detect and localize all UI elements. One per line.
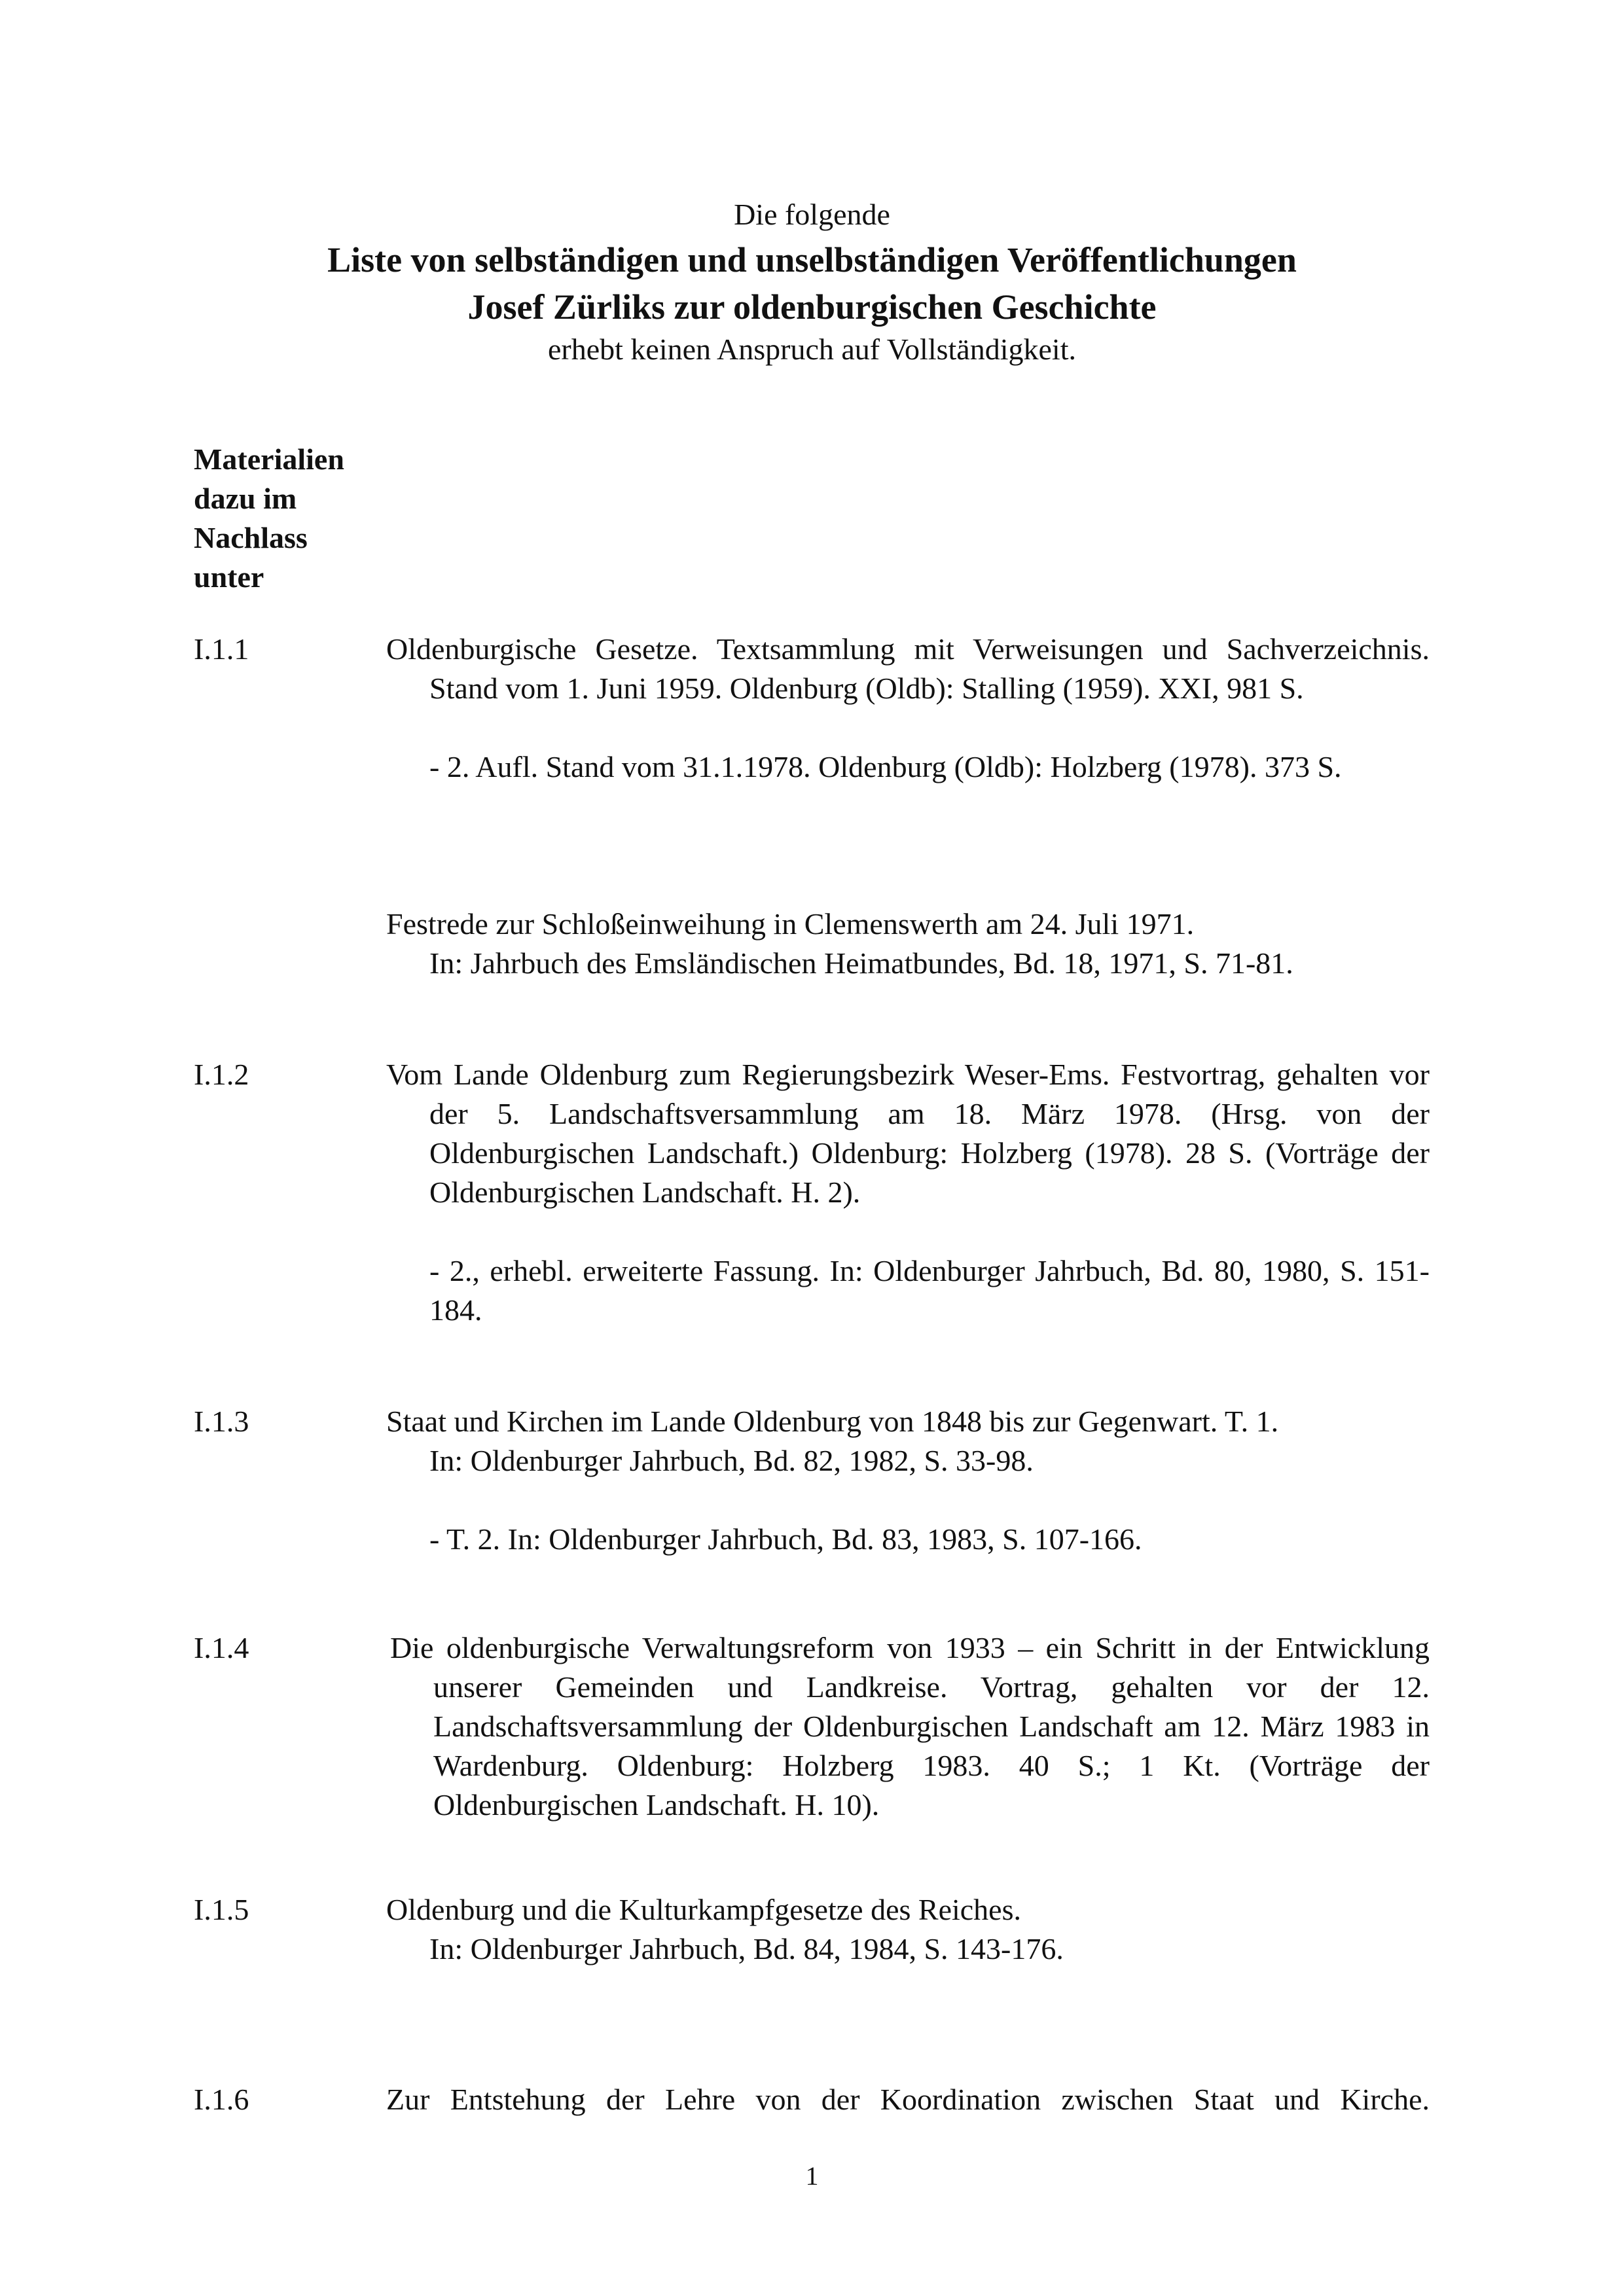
side-heading-line: unter: [194, 560, 264, 594]
side-heading-line: Nachlass: [194, 521, 308, 554]
entry-text: [386, 1402, 1430, 1559]
entry-text: [386, 630, 1430, 787]
page-number: 1: [805, 2161, 819, 2191]
entry-text: [386, 1055, 1430, 1330]
entry-text: [390, 1628, 1430, 1825]
entry-reference: I.1.4: [194, 1631, 249, 1664]
entry-reference: I.1.6: [194, 2083, 249, 2116]
document-title-line-2: Josef Zürliks zur oldenburgischen Geschichte: [467, 287, 1157, 327]
entry-paragraph: Vom Lande Oldenburg zum Regierungsbezirk Weser-Ems. Festvortrag, gehalten vor der 5. Landschaftsversammlung am 18. März 1978. (Hrsg. von der Oldenburgischen Landschaft.) Oldenburg: Holzberg (1978). 28 S. (Vorträge der Oldenburgischen Landschaft. H. 2).: [386, 1058, 1430, 1209]
entry-reference: I.1.2: [194, 1058, 249, 1091]
document-header: [0, 193, 1624, 368]
document-title-line-1: Liste von selbständigen und unselbständigen Veröffentlichungen: [327, 240, 1297, 279]
entry-text: [386, 2080, 1430, 2119]
entry-paragraph: - 2. Aufl. Stand vom 31.1.1978. Oldenburg (Oldb): Holzberg (1978). 373 S.: [429, 750, 1342, 783]
entry-paragraph: - 2., erhebl. erweiterte Fassung. In: Oldenburger Jahrbuch, Bd. 80, 1980, S. 151-184.: [429, 1254, 1430, 1327]
entry-paragraph: Oldenburgische Gesetze. Textsammlung mit Verweisungen und Sachverzeichnis. Stand vom 1. Juni 1959. Oldenburg (Oldb): Stalling (1959). XXI, 981 S.: [386, 632, 1430, 705]
entry-paragraph: Zur Entstehung der Lehre von der Koordination zwischen Staat und Kirche.: [386, 2083, 1430, 2116]
entry-paragraph: Die oldenburgische Verwaltungsreform von 1933 – ein Schritt in der Entwicklung unserer Gemeinden und Landkreise. Vortrag, gehalten vor der 12. Landschaftsversammlung der Oldenburgischen Landschaft am 12. März 1983 in Wardenburg. Oldenburg: Holzberg 1983. 40 S.; 1 Kt. (Vorträge der Oldenburgischen Landschaft. H. 10).: [390, 1631, 1430, 1821]
entry-paragraph: In: Oldenburger Jahrbuch, Bd. 82, 1982, S. 33-98.: [429, 1444, 1034, 1477]
entry-paragraph: In: Jahrbuch des Emsländischen Heimatbundes, Bd. 18, 1971, S. 71-81.: [429, 946, 1293, 980]
header-subtitle: erhebt keinen Anspruch auf Vollständigkeit.: [548, 332, 1076, 366]
entry-text: [386, 1890, 1430, 1969]
side-heading-line: Materialien: [194, 442, 344, 476]
side-heading-line: dazu im: [194, 482, 297, 515]
entry-paragraph: Festrede zur Schloßeinweihung in Clemenswerth am 24. Juli 1971.: [386, 907, 1195, 941]
header-intro: Die folgende: [734, 198, 890, 231]
entry-reference: I.1.1: [194, 632, 249, 666]
entry-reference: I.1.3: [194, 1405, 249, 1438]
entry-paragraph: - T. 2. In: Oldenburger Jahrbuch, Bd. 83, 1983, S. 107-166.: [429, 1522, 1142, 1556]
entry-paragraph: Staat und Kirchen im Lande Oldenburg von 1848 bis zur Gegenwart. T. 1.: [386, 1405, 1279, 1438]
entry-paragraph: In: Oldenburger Jahrbuch, Bd. 84, 1984, S. 143-176.: [429, 1932, 1064, 1965]
entry-text: [386, 905, 1430, 983]
side-heading: [194, 440, 429, 597]
entry-paragraph: Oldenburg und die Kulturkampfgesetze des Reiches.: [386, 1893, 1021, 1926]
entry-reference: I.1.5: [194, 1893, 249, 1926]
